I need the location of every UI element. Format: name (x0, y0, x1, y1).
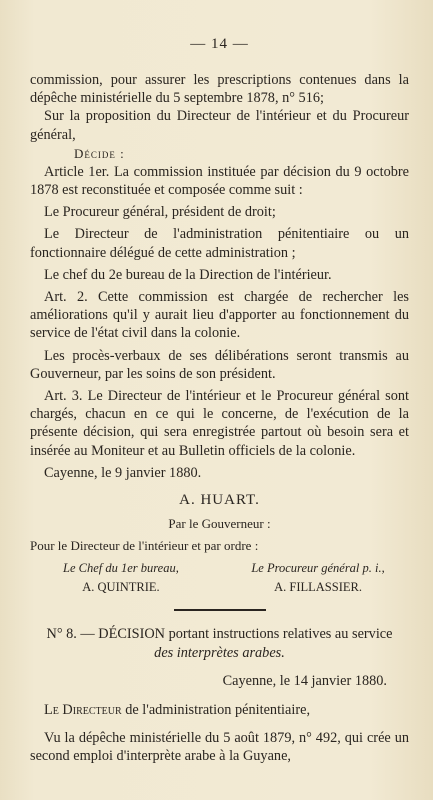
decision-8-date: Cayenne, le 14 janvier 1880. (222, 673, 387, 690)
paragraph-proces-verbaux: Les procès-verbaux de ses délibérations seront transmis au Gouverneur, par les soins de son président. (30, 347, 409, 382)
article-2: Art. 2. Cette commission est chargée de rechercher les améliorations qu'il y aurait lieu d'apporter au fonctionnement du service de l'état civil dans la colonie. (30, 289, 409, 342)
decision-8-line-2: des interprètes arabes. (154, 644, 285, 661)
decision-8-line-1: N° 8. — DÉCISION portant instructions relatives au service (46, 626, 393, 643)
right-title: Le Procureur général p. i., (251, 561, 385, 576)
article-3: Art. 3. Le Directeur de l'intérieur et le Procureur général sont chargés, chacun en ce qui le concerne, de l'exécution de la présente décision, qui sera enregistrée partout où besoin sera et insérée au Moniteur et au Bulletin officiels de la colonie. (30, 388, 409, 459)
page-number: — 14 — (190, 36, 249, 52)
le-directeur: Le Directeur (44, 701, 122, 718)
member-1: Le Procureur général, président de droit; (44, 204, 276, 221)
signatures-row (30, 561, 409, 595)
pour-le-directeur: Pour le Directeur de l'intérieur et par ordre : (30, 538, 259, 554)
paragraph-proposition: Sur la proposition du Directeur de l'intérieur et du Procureur général, (30, 108, 409, 143)
signatory-name: A. HUART. (179, 492, 260, 509)
vu-depeche: Vu la dépêche ministérielle du 5 août 1879, n° 492, qui crée un second emploi d'interprète arabe à la Guyane, (30, 729, 409, 765)
section-divider (174, 609, 266, 611)
paragraph-commission: commission, pour assurer les prescriptions contenues dans la dépêche ministérielle du 5 septembre 1878, n° 516; (30, 72, 409, 107)
le-directeur-rest: de l'administration pénitentiaire, (125, 701, 311, 718)
member-3: Le chef du 2e bureau de la Direction de l'intérieur. (44, 266, 332, 283)
member-2: Le Directeur de l'administration pénitentiaire ou un fonctionnaire délégué de cette administration ; (30, 226, 409, 261)
signature-left (30, 561, 212, 595)
le-directeur-line (30, 701, 409, 719)
right-name: A. FILLASSIER. (274, 580, 362, 595)
par-le-gouverneur: Par le Gouverneur : (168, 516, 271, 532)
left-title: Le Chef du 1er bureau, (63, 561, 179, 576)
decide-heading: Décide : (74, 145, 125, 161)
decision-8-heading (30, 625, 409, 662)
left-name: A. QUINTRIE. (82, 580, 160, 595)
place-date: Cayenne, le 9 janvier 1880. (44, 464, 202, 481)
article-1: Article 1er. La commission instituée par décision du 9 octobre 1878 est reconstituée et composée comme suit : (30, 163, 409, 199)
signature-right (227, 561, 409, 595)
